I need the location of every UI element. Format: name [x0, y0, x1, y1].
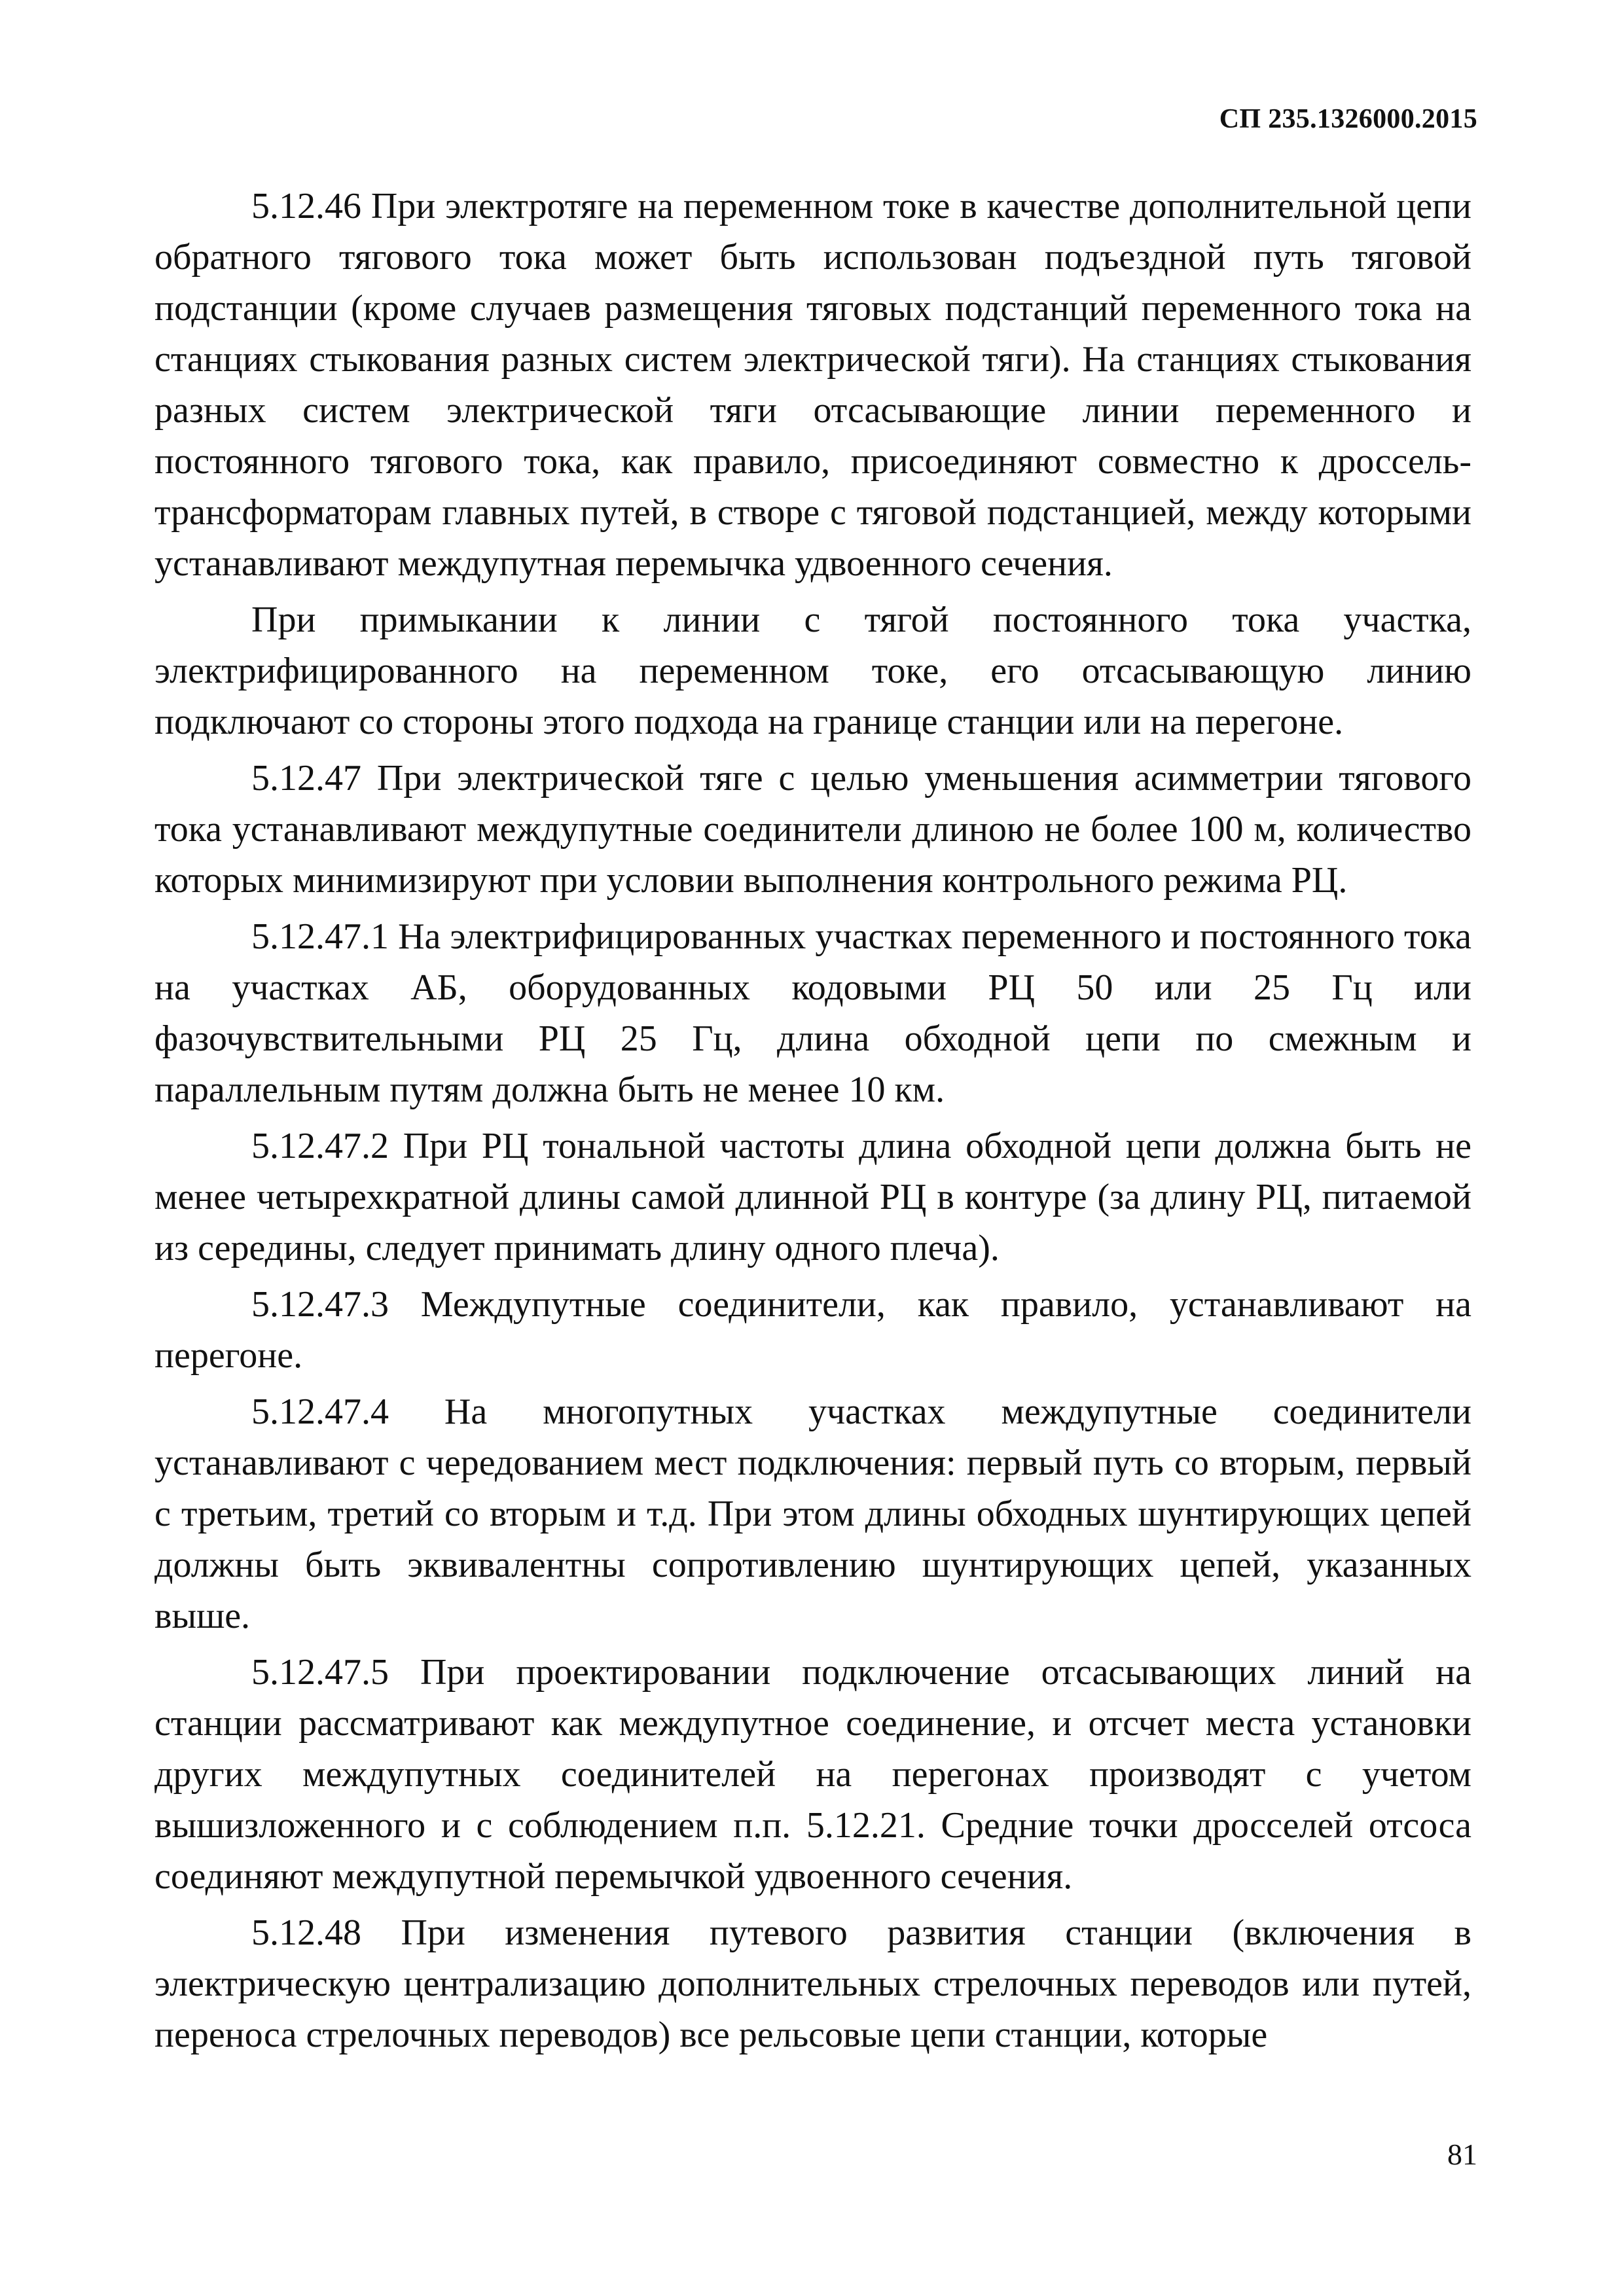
paragraph-5-12-47-4: 5.12.47.4 На многопутных участках междупутные соединители устанавливают с чередованием мест подключения: первый путь со вторым, первый с третьим, третий со вторым и т.д. При этом длины обходных шунтирующих цепей должны быть эквивалентны сопротивлению шунтирующих цепей, указанных выше.	[154, 1391, 1471, 1636]
paragraph-adjacency: При примыкании к линии с тягой постоянного тока участка, электрифицированного на переменном токе, его отсасывающую линию подключают со стороны этого подхода на границе станции или на перегоне.	[154, 600, 1471, 742]
paragraph-5-12-47-1: 5.12.47.1 На электрифицированных участках переменного и постоянного тока на участках АБ, оборудованных кодовыми РЦ 50 или 25 Гц или фазочувствительными РЦ 25 Гц, длина обходной цепи по смежным и параллельным путям должна быть не менее 10 км.	[154, 916, 1471, 1110]
paragraph-5-12-47-3: 5.12.47.3 Междупутные соединители, как правило, устанавливают на перегоне.	[154, 1284, 1471, 1376]
paragraph-5-12-47: 5.12.47 При электрической тяге с целью уменьшения асимметрии тягового тока устанавливают междупутные соединители длиною не более 100 м, количество которых минимизируют при условии выполнения контрольного режима РЦ.	[154, 758, 1471, 901]
paragraph-5-12-47-5: 5.12.47.5 При проектировании подключение отсасывающих линий на станции рассматривают как междупутное соединение, и отсчет места установки других междупутных соединителей на перегонах производят с учетом вышизложенного и с соблюдением п.п. 5.12.21. Средние точки дросселей отсоса соединяют междупутной перемычкой удвоенного сечения.	[154, 1652, 1471, 1897]
document-code-header: СП 235.1326000.2015	[1219, 104, 1477, 134]
paragraph-5-12-46: 5.12.46 При электротяге на переменном токе в качестве дополнительной цепи обратного тягового тока может быть использован подъездной путь тяговой подстанции (кроме случаев размещения тяговых подстанций переменного тока на станциях стыкования разных систем электрической тяги). На станциях стыкования разных систем электрической тяги отсасывающие линии переменного и постоянного тягового тока, как правило, присоединяют совместно к дроссель-трансформаторам главных путей, в створе с тяговой подстанцией, между которыми устанавливают междупутная перемычка удвоенного сечения.	[154, 186, 1471, 584]
paragraph-5-12-48: 5.12.48 При изменения путевого развития станции (включения в электрическую централизацию дополнительных стрелочных переводов или путей, переноса стрелочных переводов) все рельсовые цепи станции, которые	[154, 1912, 1471, 2055]
page-number: 81	[1447, 2138, 1477, 2171]
document-body	[154, 181, 1471, 2066]
paragraph-5-12-47-2: 5.12.47.2 При РЦ тональной частоты длина обходной цепи должна быть не менее четырехкратной длины самой длинной РЦ в контуре (за длину РЦ, питаемой из середины, следует принимать длину одного плеча).	[154, 1126, 1471, 1268]
